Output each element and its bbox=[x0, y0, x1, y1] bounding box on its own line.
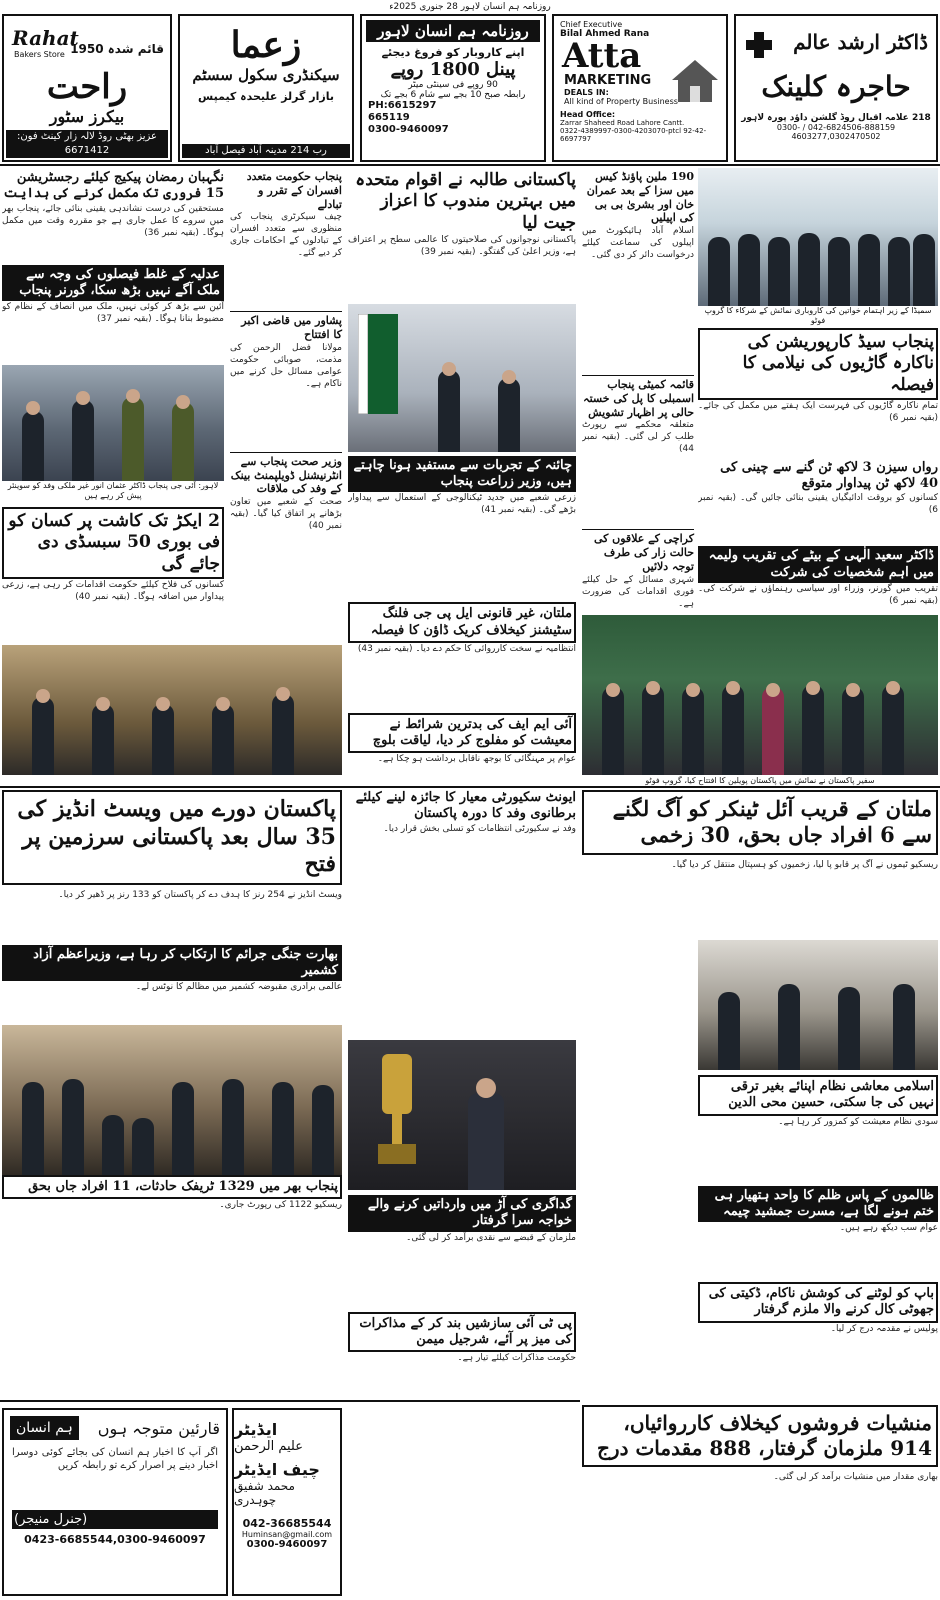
story-body: صحت کے شعبے میں تعاون بڑھانے پر اتفاق کیا گیا۔ (بقیہ نمبر 40) bbox=[230, 497, 342, 531]
editor-name: علیم الرحمن bbox=[234, 1439, 303, 1454]
header-rule bbox=[0, 164, 940, 166]
story-hl: ایونٹ سکیورٹی معیار کا جائزہ لینے کیلئے برطانوی وفد کا دورہ پاکستان bbox=[355, 790, 576, 822]
bottom-right bbox=[582, 1405, 938, 1595]
lower-right bbox=[698, 1075, 938, 1395]
zuama-name: زعما bbox=[230, 24, 302, 66]
atta-owner: Bilal Ahmed Rana bbox=[560, 29, 650, 39]
editor-label: ایڈیٹر bbox=[234, 1420, 278, 1439]
story-hl: کراچی کے علاقوں کی حالت زار کی طرف توجہ دلائیں bbox=[582, 529, 694, 573]
notice-title: ہم انسان bbox=[10, 1416, 79, 1440]
story-hl: بھارت جنگی جرائم کا ارتکاب کر رہا ہے، وزیراعظم آزاد کشمیر bbox=[2, 945, 342, 982]
story-hl: عدلیہ کے غلط فیصلوں کی وجہ سے ملک آگے نہیں بڑھ سکا، گورنر پنجاب bbox=[2, 265, 224, 302]
house-icon bbox=[670, 56, 720, 106]
rahat-name: راحت bbox=[46, 67, 128, 107]
mid-left bbox=[2, 790, 342, 1170]
chief-name: محمد شفیق چوہدری bbox=[234, 1479, 295, 1507]
photo-governor-meeting bbox=[2, 645, 342, 775]
story-hl: ڈاکٹر سعید الٰہی کے بیٹے کی تقریب ولیمہ میں اہم شخصیات کی شرکت bbox=[698, 546, 938, 583]
mid-center bbox=[348, 790, 576, 1035]
story-body: متعلقہ محکمے سے رپورٹ طلب کر لی گئی۔ (بقیہ نمبر 44) bbox=[582, 420, 694, 455]
ads-row bbox=[0, 14, 940, 164]
masthead-phone: 042-36685544 bbox=[242, 1517, 332, 1530]
column-2 bbox=[230, 170, 342, 650]
zuama-campus: بازار گرلز علیحدہ کیمپس bbox=[198, 90, 334, 103]
story-body: عوام پر مہنگائی کا بوجھ ناقابل برداشت ہو چکا ہے۔ bbox=[377, 754, 576, 765]
atta-office: Head Office: bbox=[560, 110, 616, 119]
atta-phones: 0322-4389997-0300-4203070-ptcl 92-42-6697797 bbox=[560, 127, 707, 143]
story-hl-tanker: ملتان کے قریب آئل ٹینکر کو آگ لگنے سے 6 افراد جاں بحق، 30 زخمی bbox=[582, 790, 938, 855]
rahat-addr: عزیز بھٹی روڈ لالہ زار کینٹ bbox=[40, 131, 158, 142]
huminsan-phones bbox=[362, 100, 544, 136]
story-body: شہری مسائل کے حل کیلئے فوری اقدامات کی ضرورت ہے۔ bbox=[582, 574, 694, 609]
column-center bbox=[348, 170, 576, 780]
trophy-icon bbox=[372, 1054, 422, 1174]
story-body: حکومت مذاکرات کیلئے تیار ہے۔ bbox=[457, 1353, 576, 1363]
story-hl: آئی ایم ایف کی بدترین شرائط نے معیشت کو مفلوج کر دیا، لیاقت بلوچ bbox=[348, 713, 576, 754]
rahat-brand: Rahat bbox=[12, 26, 79, 50]
medical-cross-icon bbox=[744, 30, 774, 60]
column-right bbox=[698, 168, 938, 613]
story-body: انتظامیہ نے سخت کارروائی کا حکم دے دیا۔ (بقیہ نمبر 43) bbox=[357, 643, 576, 654]
story-body: وفد نے سکیورٹی انتظامات کو تسلی بخش قرار دیا۔ bbox=[383, 823, 576, 834]
story-hl: وزیر صحت پنجاب سے انٹرنیشنل ڈویلپمنٹ بینک کے وفد کی ملاقات bbox=[230, 452, 342, 496]
story-hl: 2 ایکڑ تک کاشت پر کسان کو فی بوری 50 سبسڈی دی جائے گی bbox=[2, 507, 224, 579]
zuama-addr: رب 214 مدینہ آباد فیصل آباد bbox=[182, 144, 350, 158]
notice-manager: (جنرل منیجر) bbox=[12, 1510, 218, 1529]
rahat-est: قائم شدہ 1950 bbox=[70, 42, 164, 56]
photo-award-ceremony bbox=[698, 940, 938, 1070]
story-hl: پنجاب حکومت متعدد افسران کے تقرر و تبادلے bbox=[246, 170, 342, 211]
mid-rule bbox=[0, 786, 940, 788]
rahat-sub: Bakers Store bbox=[14, 50, 65, 59]
story-hl: رواں سیزن 3 لاکھ ٹن گنے سے چینی کی 40 لاکھ ٹن پیداوار متوقع bbox=[720, 459, 938, 491]
story-hl-cricket: پاکستان دورے میں ویسٹ انڈیز کی 35 سال بعد پاکستانی سرزمین پر فتح bbox=[2, 790, 342, 885]
story-hl: اسلامی معاشی نظام اپنائے بغیر ترقی نہیں کی جا سکتی، حسین محی الدین bbox=[698, 1075, 938, 1116]
zuama-sub: سیکنڈری سکول سسٹم bbox=[192, 66, 340, 84]
atta-brand2: MARKETING bbox=[564, 73, 652, 88]
hajra-addr: 218 علامہ اقبال روڈ گلشن داؤد پورہ لاہور bbox=[741, 113, 931, 123]
story-body: عالمی برادری مقبوضہ کشمیر میں مظالم کا نوٹس لے۔ bbox=[135, 982, 342, 992]
story-hl: پاکستانی طالبہ نے اقوام متحدہ میں بہترین مندوب کا اعزاز جیت لیا bbox=[355, 170, 576, 233]
story-hl-narcotics: منشیات فروشوں کیخلاف کارروائیاں، 914 ملزمان گرفتار، 888 مقدمات درج bbox=[582, 1405, 938, 1467]
huminsan-price: پینل 1800 روپے bbox=[390, 59, 516, 80]
story-body: زرعی شعبے میں جدید ٹیکنالوجی کے استعمال سے پیداوار بڑھے گی۔ (بقیہ نمبر 41) bbox=[348, 493, 576, 516]
story-body: اسلام آباد ہائیکورٹ میں اپیلوں کی سماعت کیلئے درخواست دائر کر دی گئی۔ bbox=[582, 226, 694, 260]
footer-rule bbox=[0, 1400, 580, 1402]
rahat-sub-ur: بیکرز سٹور bbox=[49, 107, 125, 126]
atta-brand: Atta bbox=[562, 36, 642, 76]
dateline: روزنامہ ہم انسان لاہور 28 جنوری 2025ء bbox=[389, 2, 551, 12]
editorial-masthead bbox=[232, 1408, 342, 1596]
story-hl: قائمہ کمیٹی پنجاب اسمبلی کا پل کی خستہ حالی پر اظہار تشویش bbox=[582, 375, 694, 419]
photo-pakistan-pavilion bbox=[582, 615, 938, 775]
story-hl: پی ٹی آئی سازشیں بند کر کے مذاکرات کی میز پر آئے، شرجیل میمن bbox=[348, 1312, 576, 1353]
lower-left bbox=[2, 1175, 342, 1385]
notice-phone: 0423-6685544,0300-9460097 bbox=[24, 1533, 206, 1546]
flag-icon bbox=[358, 314, 398, 414]
story-hl: ظالموں کے پاس ظلم کا واحد ہتھیار ہی ختم ہونے لگا ہے، مسرت جمشید چیمہ bbox=[698, 1186, 938, 1223]
photo-trophy-student bbox=[348, 1040, 576, 1190]
atta-title: Chief Executive bbox=[560, 20, 623, 29]
photo-caption: سمیڈا کے زیر اہتمام خواتین کی کاروباری نمائش کے شرکاء کا گروپ فوٹو bbox=[704, 306, 932, 325]
photo-ig-meeting bbox=[2, 365, 224, 481]
atta-deals2: All kind of Property Business bbox=[564, 97, 678, 106]
story-body: کسانوں کی فلاح کیلئے حکومت اقدامات کر رہی ہے، زرعی پیداوار میں اضافہ ہوگا۔ (بقیہ نمبر 40) bbox=[2, 579, 224, 602]
story-body: کسانوں کو بروقت ادائیگیاں یقینی بنائی جائیں گی۔ (بقیہ نمبر 6) bbox=[698, 493, 938, 516]
photo-minister-office bbox=[348, 304, 576, 452]
photo-caption: لاہور: آئی جی پنجاب ڈاکٹر عثمان انور غیر ملکی وفد کو سوینئر پیش کر رہے ہیں bbox=[7, 481, 219, 500]
story-body: عوام سب دیکھ رہے ہیں۔ bbox=[839, 1223, 938, 1233]
story-hl: گداگری کی آڑ میں وارداتیں کرنے والے خواجہ سرا گرفتار bbox=[348, 1195, 576, 1232]
story-body: ویسٹ انڈیز نے 254 رنز کا ہدف دے کر پاکستان کو 133 رنز پر ڈھیر کر دیا۔ bbox=[58, 889, 342, 900]
ad-zuama bbox=[178, 14, 354, 162]
notice-head: قارئین متوجہ ہوں bbox=[97, 1418, 220, 1438]
story-body: بھاری مقدار میں منشیات برآمد کر لی گئی۔ bbox=[773, 1472, 938, 1482]
huminsan-rate: 90 روپے فی سینٹی میٹر bbox=[408, 80, 498, 90]
hajra-clinic: حاجرہ کلینک bbox=[761, 70, 911, 103]
story-hl: پنجاب سیڈ کارپوریشن کی ناکارہ گاڑیوں کی نیلامی کا فیصلہ bbox=[698, 328, 938, 400]
story-hl: ملتان، غیر قانونی ایل پی جی فلنگ سٹیشنز کیخلاف کریک ڈاؤن کا فیصلہ bbox=[348, 602, 576, 643]
masthead-email: Huminsan@gmail.com bbox=[241, 1530, 333, 1539]
story-hl: 190 ملین پاؤنڈ کیس میں سزا کے بعد عمران خان اور بشریٰ بی بی کی اپیلیں bbox=[586, 170, 694, 225]
story-body: پاکستانی نوجوانوں کی صلاحیتوں کا عالمی سطح پر اعتراف ہے، وزیر اعلیٰ کی گفتگو۔ (بقیہ نمبر 39) bbox=[348, 234, 576, 257]
story-body: پولیس نے مقدمہ درج کر لیا۔ bbox=[830, 1323, 938, 1334]
atta-addr: Zarrar Shaheed Road Lahore Cantt. bbox=[560, 119, 685, 127]
story-hl: چائنہ کے تجربات سے مستفید ہونا چاہتے ہیں، وزیر زراعت پنجاب bbox=[348, 456, 576, 493]
story-body: مستحقین کی درست نشاندہی یقینی بنائی جائے، پنجاب بھر میں سروے کا عمل جاری ہے جو مقررہ وقت میں مکمل ہوگا۔ (بقیہ نمبر 36) bbox=[2, 203, 224, 238]
photo-caption: سفیر پاکستان نے نمائش میں پاکستان پویلین کا افتتاح کیا، گروپ فوٹو bbox=[645, 776, 875, 785]
story-body: تقریب میں گورنر، وزراء اور سیاسی رہنماؤں نے شرکت کی۔ (بقیہ نمبر 6) bbox=[698, 583, 938, 606]
photo-school-event bbox=[2, 1025, 342, 1175]
chief-label: چیف ایڈیٹر bbox=[234, 1460, 320, 1479]
story-body: چیف سیکرٹری پنجاب کی منظوری سے متعدد افسران کے تبادلوں کے احکامات جاری کر دیے گئے۔ bbox=[230, 212, 342, 259]
huminsan-cap: اپنے کاروبار کو فروغ دیجئے bbox=[381, 46, 525, 59]
lower-center bbox=[348, 1195, 576, 1400]
story-hl: پشاور میں قاضی اکبر کا افتتاح bbox=[230, 311, 342, 342]
huminsan-ph3: 0300-9460097 bbox=[368, 124, 449, 135]
mid-right bbox=[582, 790, 938, 940]
ad-hum-insan bbox=[360, 14, 546, 162]
huminsan-ph2: 665119 bbox=[368, 112, 410, 123]
story-body: آئین سے بڑھ کر کوئی نہیں، ملک میں انصاف کے نظام کو مضبوط بنانا ہوگا۔ (بقیہ نمبر 37) bbox=[2, 302, 224, 324]
rahat-phone-num: فون: 6671412 bbox=[16, 131, 110, 156]
reader-notice bbox=[2, 1408, 228, 1596]
huminsan-title: روزنامہ ہم انسان لاہور bbox=[366, 20, 540, 42]
ad-atta-marketing bbox=[552, 14, 728, 162]
column-4 bbox=[582, 170, 694, 615]
story-body: سودی نظام معیشت کو کمزور کر رہا ہے۔ bbox=[778, 1116, 938, 1127]
story-hl: باپ کو لوٹنے کی کوشش ناکام، ڈکیتی کی جھوٹی کال کرنے والا ملزم گرفتار bbox=[698, 1282, 938, 1323]
story-body: ریسکیو 1122 کی رپورٹ جاری۔ bbox=[219, 1200, 342, 1211]
photo-smeda-group bbox=[698, 168, 938, 306]
ad-hajra-clinic bbox=[734, 14, 938, 162]
notice-body: اگر آپ کا اخبار ہم انسان کی بجائے کوئی دوسرا اخبار دینے پر اصرار کرے تو رابطہ کریں bbox=[12, 1447, 218, 1471]
atta-deals: DEALS IN: bbox=[564, 88, 609, 97]
hajra-phones: 042-6824506-888159 / 0300-4603277,0302470502 bbox=[776, 123, 896, 141]
story-body: ریسکیو ٹیموں نے آگ پر قابو پا لیا، زخمیوں کو ہسپتال منتقل کر دیا گیا۔ bbox=[671, 859, 938, 870]
story-body: تمام ناکارہ گاڑیوں کی فہرست ایک ہفتے میں مکمل کی جائے۔ (بقیہ نمبر 6) bbox=[698, 400, 938, 423]
rahat-phone bbox=[6, 130, 168, 158]
story-body: مولانا فضل الرحمن کی مذمت، صوبائی حکومت عوامی مسائل حل کرنے میں ناکام ہے۔ bbox=[230, 342, 342, 389]
huminsan-timing: رابطہ صبح 10 بجے سے شام 6 بجے تک bbox=[380, 90, 526, 100]
hajra-doc: ڈاکٹر ارشد عالم bbox=[793, 30, 928, 54]
story-hl: نگہبان رمضان پیکیج کیلئے رجسٹریشن 15 فروری تک مکمل کرنے کی ہدایت bbox=[3, 170, 224, 202]
ad-rahat bbox=[2, 14, 172, 162]
story-hl: پنجاب بھر میں 1329 ٹریفک حادثات، 11 افراد جاں بحق bbox=[2, 1175, 342, 1199]
story-body: ملزمان کے قبضے سے نقدی برآمد کر لی گئی۔ bbox=[406, 1232, 576, 1243]
masthead-phone2: 0300-9460097 bbox=[246, 1539, 328, 1550]
huminsan-ph1: PH:6615297 bbox=[368, 100, 437, 111]
